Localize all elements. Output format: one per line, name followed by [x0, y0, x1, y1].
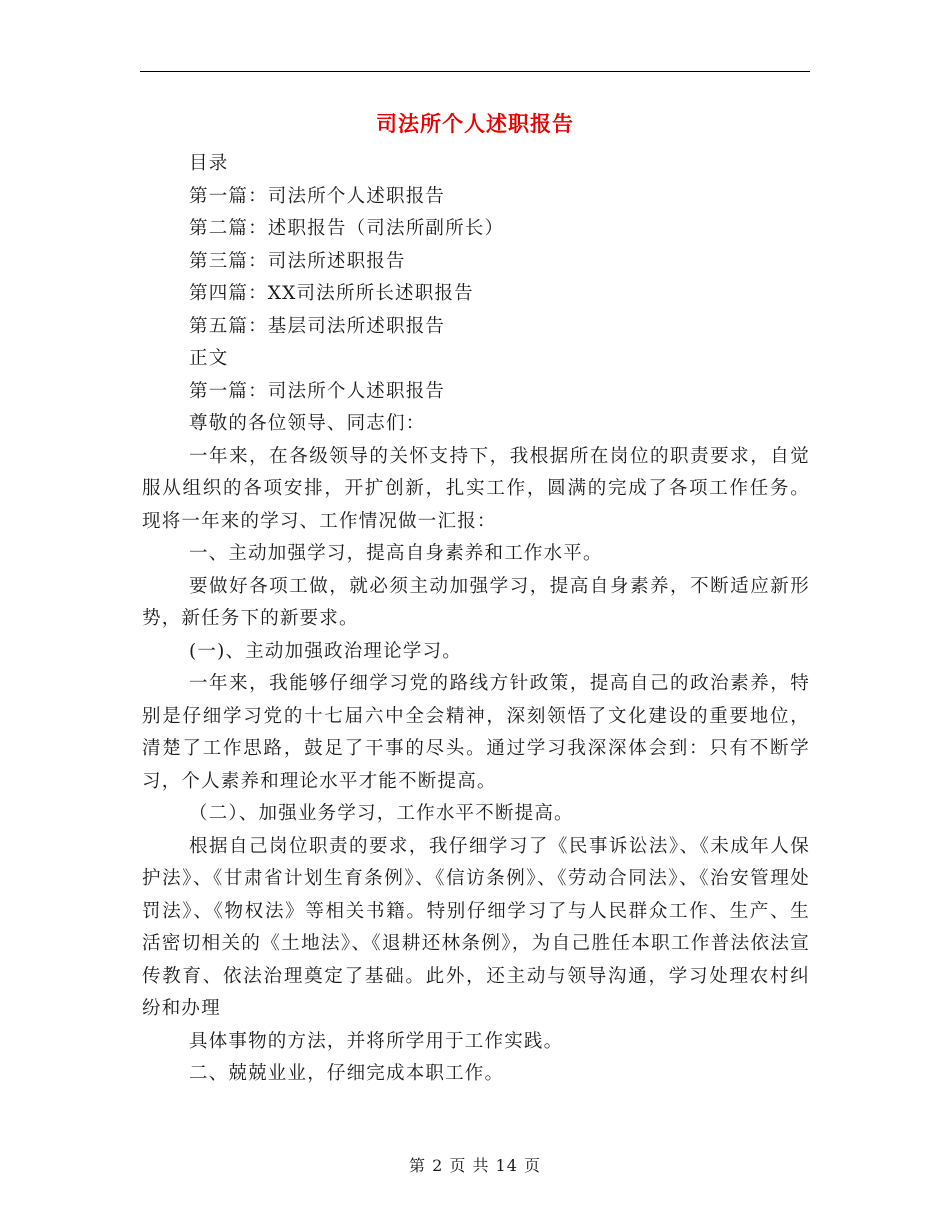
- salutation: 尊敬的各位领导、同志们：: [189, 413, 426, 434]
- paragraph: 具体事物的方法，并将所学用于工作实践。: [189, 1030, 564, 1052]
- toc-item: 第二篇：述职报告（司法所副所长）: [189, 218, 505, 239]
- page-footer: [0, 1153, 950, 1176]
- subsection-heading: (一)、主动加强政治理论学习。: [189, 640, 462, 662]
- toc-item: 第一篇：司法所个人述职报告: [189, 185, 446, 207]
- total-pages-number: 14: [495, 1156, 518, 1175]
- section-title: 第一篇：司法所个人述职报告: [189, 380, 446, 402]
- paragraph: 要做好各项工做，就必须主动加强学习，提高自身素养，不断适应新形势，新任务下的新要求。: [142, 575, 810, 629]
- subsection-heading: （二）、加强业务学习，工作水平不断提高。: [189, 803, 574, 824]
- document-title: 司法所个人述职报告: [376, 112, 574, 136]
- paragraph: 一年来，在各级领导的关怀支持下，我根据所在岗位的职责要求，自觉服从组织的各项安排，开扩创新，扎实工作，圆满的完成了各项工作任务。现将一年来的学习、工作情况做一汇报：: [142, 445, 810, 532]
- body-heading: 正文: [189, 348, 229, 369]
- section-heading: 二、兢兢业业，仔细完成本职工作。: [189, 1063, 505, 1084]
- paragraph: 一年来，我能够仔细学习党的路线方针政策，提高自己的政治素养，特别是仔细学习党的十七届六中全会精神，深刻领悟了文化建设的重要地位，清楚了工作思路，鼓足了干事的尽头。通过学习我深深体会到：只有不断学习，个人素养和理论水平才能不断提高。: [142, 673, 810, 792]
- page-label-prefix: 第: [408, 1156, 426, 1175]
- paragraph: 根据自己岗位职责的要求，我仔细学习了《民事诉讼法》、《未成年人保护法》、《甘肃省计划生育条例》、《信访条例》、《劳动合同法》、《治安管理处罚法》、《物权法》等相关书籍。特别仔细学习了与人民群众工作、生产、生活密切相关的《土地法》、《退耕还林条例》，为自己胜任本职工作普法依法宣传教育、依法治理奠定了基础。此外，还主动与领导沟通，学习处理农村纠纷和办理: [142, 835, 810, 1019]
- header-rule: [140, 71, 810, 72]
- document-body: [142, 148, 810, 1091]
- toc-item: 第三篇：司法所述职报告: [189, 250, 406, 272]
- page-label-middle: 页 共: [449, 1156, 490, 1175]
- toc-item: 第四篇：XX司法所所长述职报告: [189, 283, 474, 304]
- toc-heading: 目录: [189, 153, 229, 174]
- toc-item: 第五篇：基层司法所述职报告: [189, 315, 446, 337]
- section-heading: 一、主动加强学习，提高自身素养和工作水平。: [189, 543, 603, 564]
- current-page-number: 2: [432, 1156, 444, 1175]
- page-label-suffix: 页: [524, 1156, 542, 1175]
